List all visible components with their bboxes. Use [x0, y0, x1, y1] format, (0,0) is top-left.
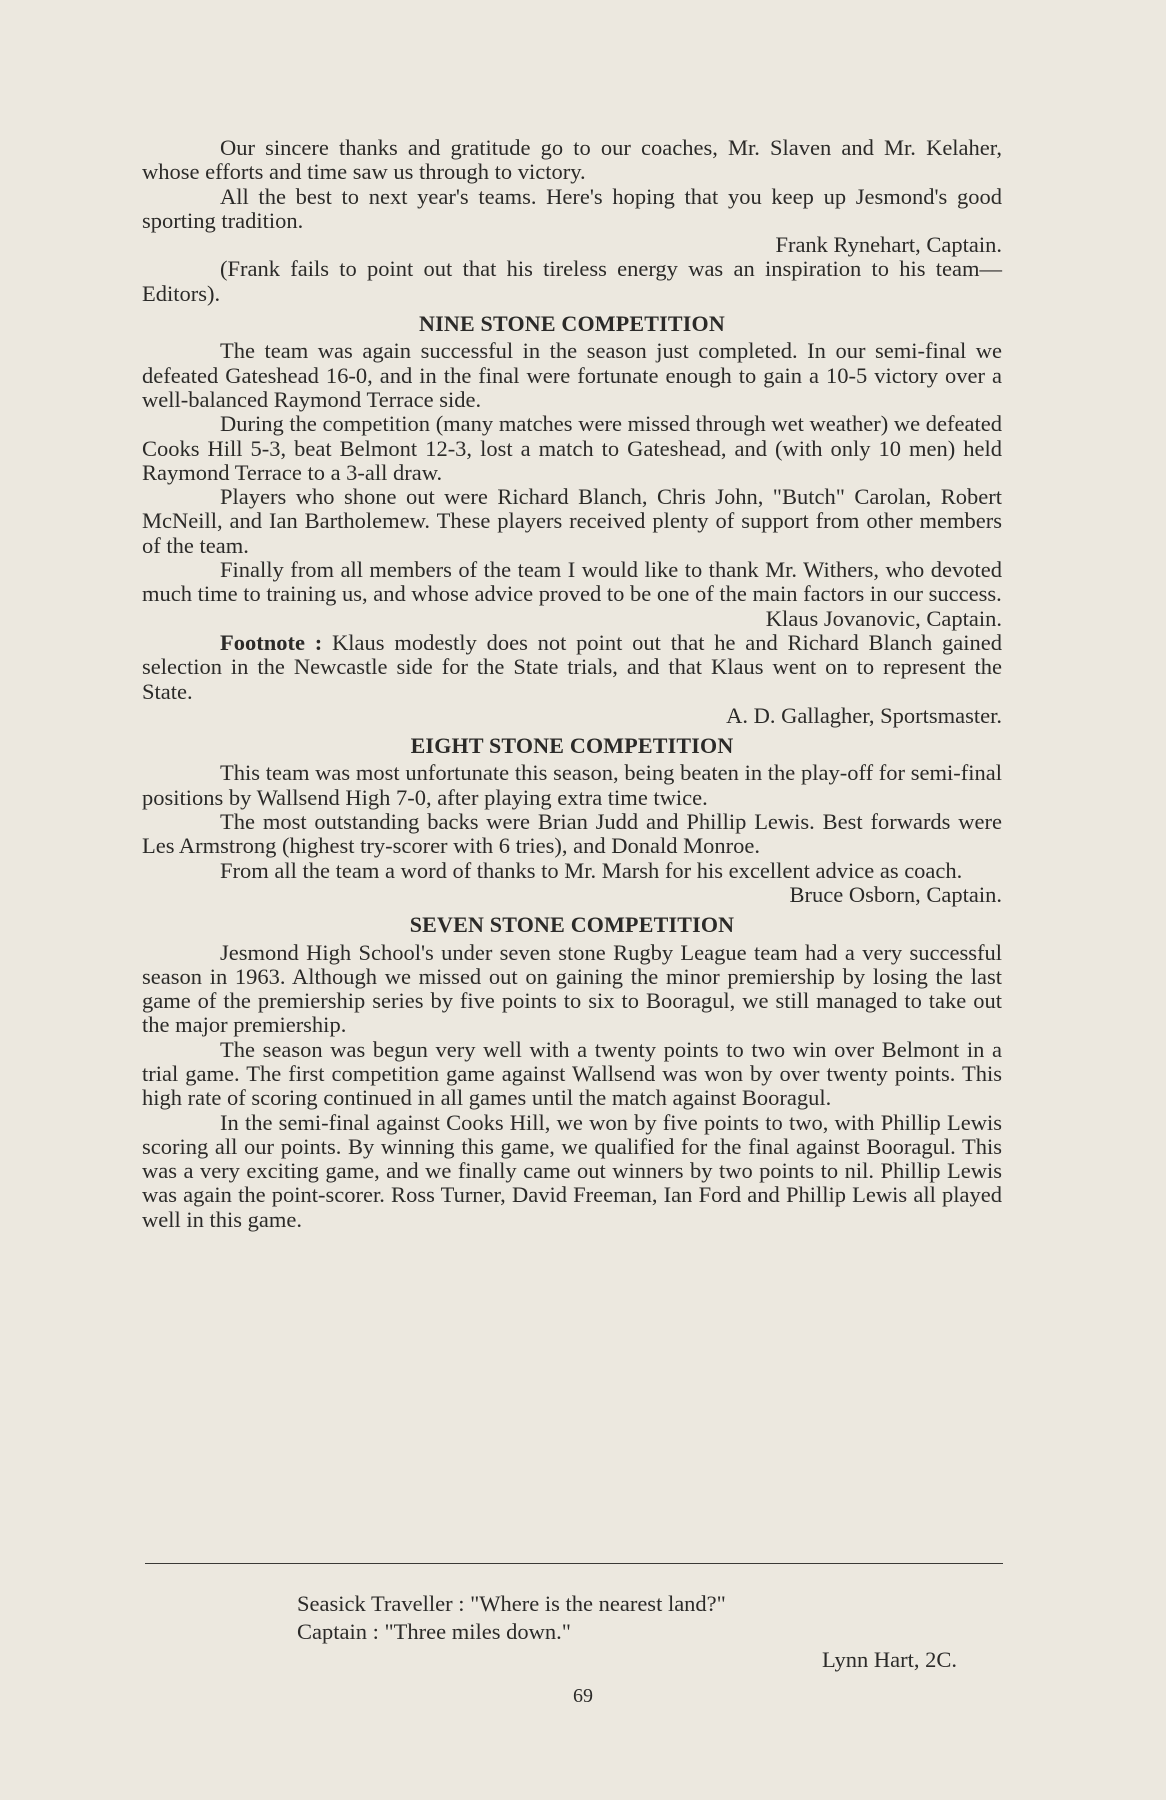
nine-stone-footnote	[142, 631, 1002, 704]
nine-stone-paragraph-1: The team was again successful in the season just completed. In our semi-final we defeated Gateshead 16-0, and in the final were fortunate enough to gain a 10-5 victory over a well-balanced Raymond Terrace side.	[142, 338, 1002, 412]
intro-paragraph-2: All the best to next year's teams. Here's hoping that you keep up Jesmond's good sporting tradition.	[142, 183, 1002, 233]
joke-credit: Lynn Hart, 2C.	[822, 1647, 957, 1672]
seven-stone-paragraph-2: The season was begun very well with a twenty points to two win over Belmont in a trial game. The first competition game against Wallsend was won by over twenty points. This high rate of scoring continued in all games until the match against Booragul.	[142, 1036, 1002, 1111]
seven-stone-heading: SEVEN STONE COMPETITION	[409, 912, 735, 938]
seven-stone-paragraph-3: In the semi-final against Cooks Hill, we won by five points to two, with Phillip Lewis scoring all our points. By winning this game, we qualified for the final against Booragul. This was a very exciting game, and we finally came out winners by two points to nil. Phillip Lewis was again the point-scorer. Ross Turner, David Freeman, Ian Ford and Phillip Lewis all played well in this game.	[142, 1109, 1002, 1232]
eight-stone-paragraph-1: This team was most unfortunate this season, being beaten in the play-off for semi-final positions by Wallsend High 7-0, after playing extra time twice.	[142, 760, 1002, 810]
eight-stone-heading: EIGHT STONE COMPETITION	[410, 733, 734, 759]
intro-signature: Frank Rynehart, Captain.	[775, 232, 1002, 258]
nine-stone-paragraph-3: Players who shone out were Richard Blanch, Chris John, "Butch" Carolan, Robert McNeill, and Ian Bartholemew. These players received plenty of support from other members of the team.	[142, 484, 1002, 558]
nine-stone-paragraph-2: During the competition (many matches were missed through wet weather) we defeated Cooks Hill 5-3, beat Belmont 12-3, lost a match to Gateshead, and (with only 10 men) held Raymond Terrace to a 3-all draw.	[142, 411, 1002, 485]
joke-line-1: Seasick Traveller : "Where is the nearest land?"	[297, 1591, 726, 1616]
nine-stone-paragraph-4: Finally from all members of the team I would like to thank Mr. Withers, who devoted much time to training us, and whose advice proved to be one of the main factors in our success.	[142, 557, 1002, 607]
footnote-text: Klaus modestly does not point out that he and Richard Blanch gained selection in the Newcastle side for the State trials, and that Klaus went on to represent the State.	[142, 629, 1002, 704]
joke-block	[297, 1590, 977, 1674]
divider-rule	[145, 1563, 1003, 1564]
seven-stone-paragraph-1: Jesmond High School's under seven stone Rugby League team had a very successful season in 1963. Although we missed out on gaining the minor premiership by losing the last game of the premiership series by five points to six to Booragul, we still managed to take out the major premiership.	[142, 939, 1002, 1038]
nine-stone-heading: NINE STONE COMPETITION	[419, 311, 725, 337]
text-column	[142, 136, 1002, 1232]
nine-stone-signature: Klaus Jovanovic, Captain.	[765, 605, 1002, 631]
eight-stone-signature: Bruce Osborn, Captain.	[789, 881, 1002, 907]
joke-line-2: Captain : "Three miles down."	[297, 1619, 571, 1644]
editors-note: (Frank fails to point out that his tireless energy was an inspiration to his team—Editors).	[142, 256, 1002, 306]
eight-stone-paragraph-3: From all the team a word of thanks to Mr. Marsh for his excellent advice as coach.	[220, 857, 963, 883]
intro-paragraph-1: Our sincere thanks and gratitude go to our coaches, Mr. Slaven and Mr. Kelaher, whose efforts and time saw us through to victory.	[142, 135, 1002, 185]
eight-stone-paragraph-2: The most outstanding backs were Brian Judd and Phillip Lewis. Best forwards were Les Armstrong (highest try-scorer with 6 tries), and Donald Monroe.	[142, 809, 1002, 859]
sportsmaster-signature: A. D. Gallagher, Sportsmaster.	[726, 702, 1002, 728]
page-number: 69	[573, 1685, 593, 1707]
footnote-label: Footnote :	[220, 629, 323, 655]
